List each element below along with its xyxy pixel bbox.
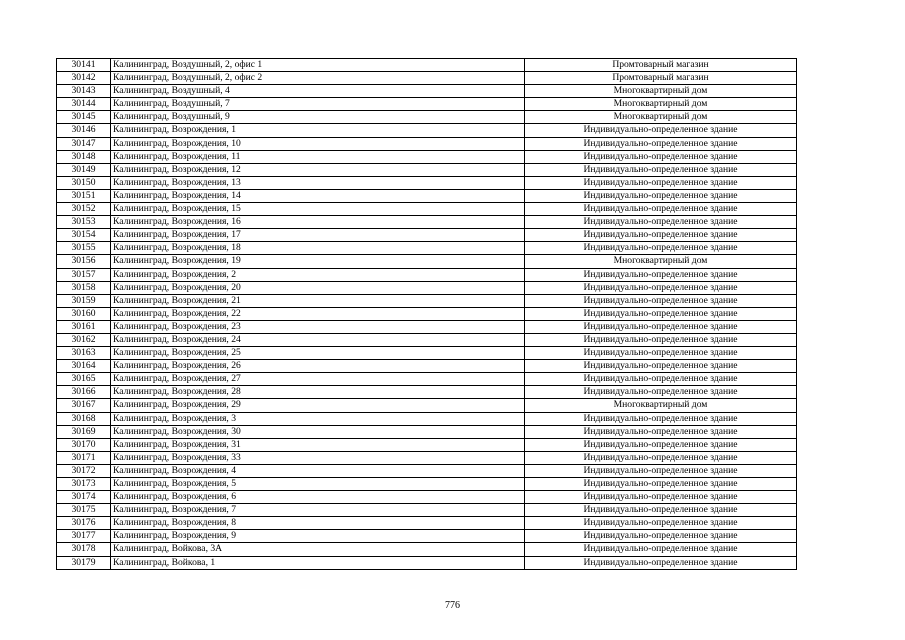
record-number-cell: 30146 bbox=[57, 124, 111, 137]
record-number-cell: 30167 bbox=[57, 399, 111, 412]
object-type-cell: Многоквартирный дом bbox=[525, 255, 797, 268]
object-type-cell: Индивидуально-определенное здание bbox=[525, 347, 797, 360]
object-type-cell: Многоквартирный дом bbox=[525, 399, 797, 412]
table-row bbox=[57, 111, 797, 124]
table-row bbox=[57, 268, 797, 281]
table-row bbox=[57, 386, 797, 399]
object-type-cell: Индивидуально-определенное здание bbox=[525, 451, 797, 464]
address-cell: Калининград, Возрождения, 29 bbox=[111, 399, 525, 412]
address-cell: Калининград, Возрождения, 24 bbox=[111, 333, 525, 346]
table-row bbox=[57, 320, 797, 333]
record-number-cell: 30177 bbox=[57, 530, 111, 543]
registry-table-body bbox=[57, 59, 797, 570]
record-number-cell: 30168 bbox=[57, 412, 111, 425]
record-number-cell: 30145 bbox=[57, 111, 111, 124]
object-type-cell: Индивидуально-определенное здание bbox=[525, 203, 797, 216]
object-type-cell: Индивидуально-определенное здание bbox=[525, 268, 797, 281]
record-number-cell: 30162 bbox=[57, 333, 111, 346]
object-type-cell: Индивидуально-определенное здание bbox=[525, 320, 797, 333]
address-cell: Калининград, Возрождения, 6 bbox=[111, 491, 525, 504]
object-type-cell: Индивидуально-определенное здание bbox=[525, 242, 797, 255]
record-number-cell: 30143 bbox=[57, 85, 111, 98]
record-number-cell: 30149 bbox=[57, 163, 111, 176]
record-number-cell: 30151 bbox=[57, 189, 111, 202]
table-row bbox=[57, 124, 797, 137]
address-cell: Калининград, Возрождения, 25 bbox=[111, 347, 525, 360]
table-row bbox=[57, 543, 797, 556]
record-number-cell: 30158 bbox=[57, 281, 111, 294]
table-row bbox=[57, 72, 797, 85]
address-cell: Калининград, Воздушный, 2, офис 2 bbox=[111, 72, 525, 85]
object-type-cell: Индивидуально-определенное здание bbox=[525, 517, 797, 530]
table-row bbox=[57, 255, 797, 268]
table-row bbox=[57, 504, 797, 517]
table-row bbox=[57, 425, 797, 438]
object-type-cell: Индивидуально-определенное здание bbox=[525, 216, 797, 229]
address-cell: Калининград, Возрождения, 5 bbox=[111, 478, 525, 491]
address-cell: Калининград, Возрождения, 3 bbox=[111, 412, 525, 425]
object-type-cell: Индивидуально-определенное здание bbox=[525, 360, 797, 373]
record-number-cell: 30165 bbox=[57, 373, 111, 386]
address-cell: Калининград, Возрождения, 16 bbox=[111, 216, 525, 229]
record-number-cell: 30155 bbox=[57, 242, 111, 255]
record-number-cell: 30161 bbox=[57, 320, 111, 333]
table-row bbox=[57, 307, 797, 320]
object-type-cell: Индивидуально-определенное здание bbox=[525, 386, 797, 399]
record-number-cell: 30159 bbox=[57, 294, 111, 307]
object-type-cell: Индивидуально-определенное здание bbox=[525, 189, 797, 202]
record-number-cell: 30141 bbox=[57, 59, 111, 72]
object-type-cell: Индивидуально-определенное здание bbox=[525, 333, 797, 346]
table-row bbox=[57, 373, 797, 386]
table-row bbox=[57, 85, 797, 98]
table-row bbox=[57, 229, 797, 242]
object-type-cell: Индивидуально-определенное здание bbox=[525, 150, 797, 163]
object-type-cell: Многоквартирный дом bbox=[525, 85, 797, 98]
address-cell: Калининград, Возрождения, 10 bbox=[111, 137, 525, 150]
table-row bbox=[57, 451, 797, 464]
object-type-cell: Промтоварный магазин bbox=[525, 59, 797, 72]
address-cell: Калининград, Воздушный, 9 bbox=[111, 111, 525, 124]
record-number-cell: 30152 bbox=[57, 203, 111, 216]
address-cell: Калининград, Возрождения, 8 bbox=[111, 517, 525, 530]
table-row bbox=[57, 438, 797, 451]
table-row bbox=[57, 478, 797, 491]
object-type-cell: Многоквартирный дом bbox=[525, 111, 797, 124]
record-number-cell: 30160 bbox=[57, 307, 111, 320]
record-number-cell: 30163 bbox=[57, 347, 111, 360]
table-row bbox=[57, 556, 797, 569]
address-cell: Калининград, Возрождения, 17 bbox=[111, 229, 525, 242]
table-row bbox=[57, 399, 797, 412]
object-type-cell: Индивидуально-определенное здание bbox=[525, 478, 797, 491]
address-cell: Калининград, Возрождения, 30 bbox=[111, 425, 525, 438]
table-row bbox=[57, 242, 797, 255]
record-number-cell: 30176 bbox=[57, 517, 111, 530]
object-type-cell: Индивидуально-определенное здание bbox=[525, 176, 797, 189]
object-type-cell: Индивидуально-определенное здание bbox=[525, 229, 797, 242]
address-cell: Калининград, Воздушный, 2, офис 1 bbox=[111, 59, 525, 72]
address-cell: Калининград, Возрождения, 2 bbox=[111, 268, 525, 281]
record-number-cell: 30164 bbox=[57, 360, 111, 373]
address-cell: Калининград, Возрождения, 22 bbox=[111, 307, 525, 320]
table-row bbox=[57, 176, 797, 189]
address-cell: Калининград, Возрождения, 21 bbox=[111, 294, 525, 307]
address-cell: Калининград, Возрождения, 1 bbox=[111, 124, 525, 137]
record-number-cell: 30173 bbox=[57, 478, 111, 491]
record-number-cell: 30170 bbox=[57, 438, 111, 451]
record-number-cell: 30172 bbox=[57, 464, 111, 477]
object-type-cell: Индивидуально-определенное здание bbox=[525, 163, 797, 176]
object-type-cell: Многоквартирный дом bbox=[525, 98, 797, 111]
registry-table bbox=[56, 58, 797, 570]
record-number-cell: 30147 bbox=[57, 137, 111, 150]
object-type-cell: Индивидуально-определенное здание bbox=[525, 294, 797, 307]
record-number-cell: 30178 bbox=[57, 543, 111, 556]
object-type-cell: Индивидуально-определенное здание bbox=[525, 491, 797, 504]
record-number-cell: 30169 bbox=[57, 425, 111, 438]
table-row bbox=[57, 189, 797, 202]
record-number-cell: 30157 bbox=[57, 268, 111, 281]
address-cell: Калининград, Войкова, 3А bbox=[111, 543, 525, 556]
table-row bbox=[57, 137, 797, 150]
object-type-cell: Индивидуально-определенное здание bbox=[525, 137, 797, 150]
address-cell: Калининград, Воздушный, 4 bbox=[111, 85, 525, 98]
table-row bbox=[57, 360, 797, 373]
table-row bbox=[57, 294, 797, 307]
table-row bbox=[57, 333, 797, 346]
address-cell: Калининград, Возрождения, 28 bbox=[111, 386, 525, 399]
table-row bbox=[57, 517, 797, 530]
object-type-cell: Индивидуально-определенное здание bbox=[525, 373, 797, 386]
table-row bbox=[57, 203, 797, 216]
record-number-cell: 30148 bbox=[57, 150, 111, 163]
page-number: 776 bbox=[445, 600, 460, 611]
table-row bbox=[57, 491, 797, 504]
record-number-cell: 30153 bbox=[57, 216, 111, 229]
object-type-cell: Индивидуально-определенное здание bbox=[525, 530, 797, 543]
address-cell: Калининград, Возрождения, 9 bbox=[111, 530, 525, 543]
table-row bbox=[57, 216, 797, 229]
object-type-cell: Промтоварный магазин bbox=[525, 72, 797, 85]
address-cell: Калининград, Возрождения, 20 bbox=[111, 281, 525, 294]
record-number-cell: 30150 bbox=[57, 176, 111, 189]
table-row bbox=[57, 163, 797, 176]
table-row bbox=[57, 530, 797, 543]
object-type-cell: Индивидуально-определенное здание bbox=[525, 556, 797, 569]
object-type-cell: Индивидуально-определенное здание bbox=[525, 464, 797, 477]
object-type-cell: Индивидуально-определенное здание bbox=[525, 412, 797, 425]
record-number-cell: 30156 bbox=[57, 255, 111, 268]
object-type-cell: Индивидуально-определенное здание bbox=[525, 307, 797, 320]
record-number-cell: 30171 bbox=[57, 451, 111, 464]
address-cell: Калининград, Воздушный, 7 bbox=[111, 98, 525, 111]
address-cell: Калининград, Возрождения, 4 bbox=[111, 464, 525, 477]
record-number-cell: 30166 bbox=[57, 386, 111, 399]
address-cell: Калининград, Возрождения, 15 bbox=[111, 203, 525, 216]
record-number-cell: 30154 bbox=[57, 229, 111, 242]
record-number-cell: 30179 bbox=[57, 556, 111, 569]
object-type-cell: Индивидуально-определенное здание bbox=[525, 543, 797, 556]
address-cell: Калининград, Возрождения, 18 bbox=[111, 242, 525, 255]
address-cell: Калининград, Войкова, 1 bbox=[111, 556, 525, 569]
address-cell: Калининград, Возрождения, 11 bbox=[111, 150, 525, 163]
record-number-cell: 30142 bbox=[57, 72, 111, 85]
address-cell: Калининград, Возрождения, 26 bbox=[111, 360, 525, 373]
table-row bbox=[57, 464, 797, 477]
address-cell: Калининград, Возрождения, 27 bbox=[111, 373, 525, 386]
record-number-cell: 30174 bbox=[57, 491, 111, 504]
record-number-cell: 30175 bbox=[57, 504, 111, 517]
table-row bbox=[57, 281, 797, 294]
object-type-cell: Индивидуально-определенное здание bbox=[525, 124, 797, 137]
address-cell: Калининград, Возрождения, 23 bbox=[111, 320, 525, 333]
object-type-cell: Индивидуально-определенное здание bbox=[525, 425, 797, 438]
address-cell: Калининград, Возрождения, 33 bbox=[111, 451, 525, 464]
object-type-cell: Индивидуально-определенное здание bbox=[525, 281, 797, 294]
address-cell: Калининград, Возрождения, 7 bbox=[111, 504, 525, 517]
table-row bbox=[57, 59, 797, 72]
address-cell: Калининград, Возрождения, 31 bbox=[111, 438, 525, 451]
address-cell: Калининград, Возрождения, 14 bbox=[111, 189, 525, 202]
object-type-cell: Индивидуально-определенное здание bbox=[525, 504, 797, 517]
address-cell: Калининград, Возрождения, 12 bbox=[111, 163, 525, 176]
table-row bbox=[57, 347, 797, 360]
table-row bbox=[57, 150, 797, 163]
table-row bbox=[57, 412, 797, 425]
record-number-cell: 30144 bbox=[57, 98, 111, 111]
address-cell: Калининград, Возрождения, 13 bbox=[111, 176, 525, 189]
object-type-cell: Индивидуально-определенное здание bbox=[525, 438, 797, 451]
address-cell: Калининград, Возрождения, 19 bbox=[111, 255, 525, 268]
table-row bbox=[57, 98, 797, 111]
